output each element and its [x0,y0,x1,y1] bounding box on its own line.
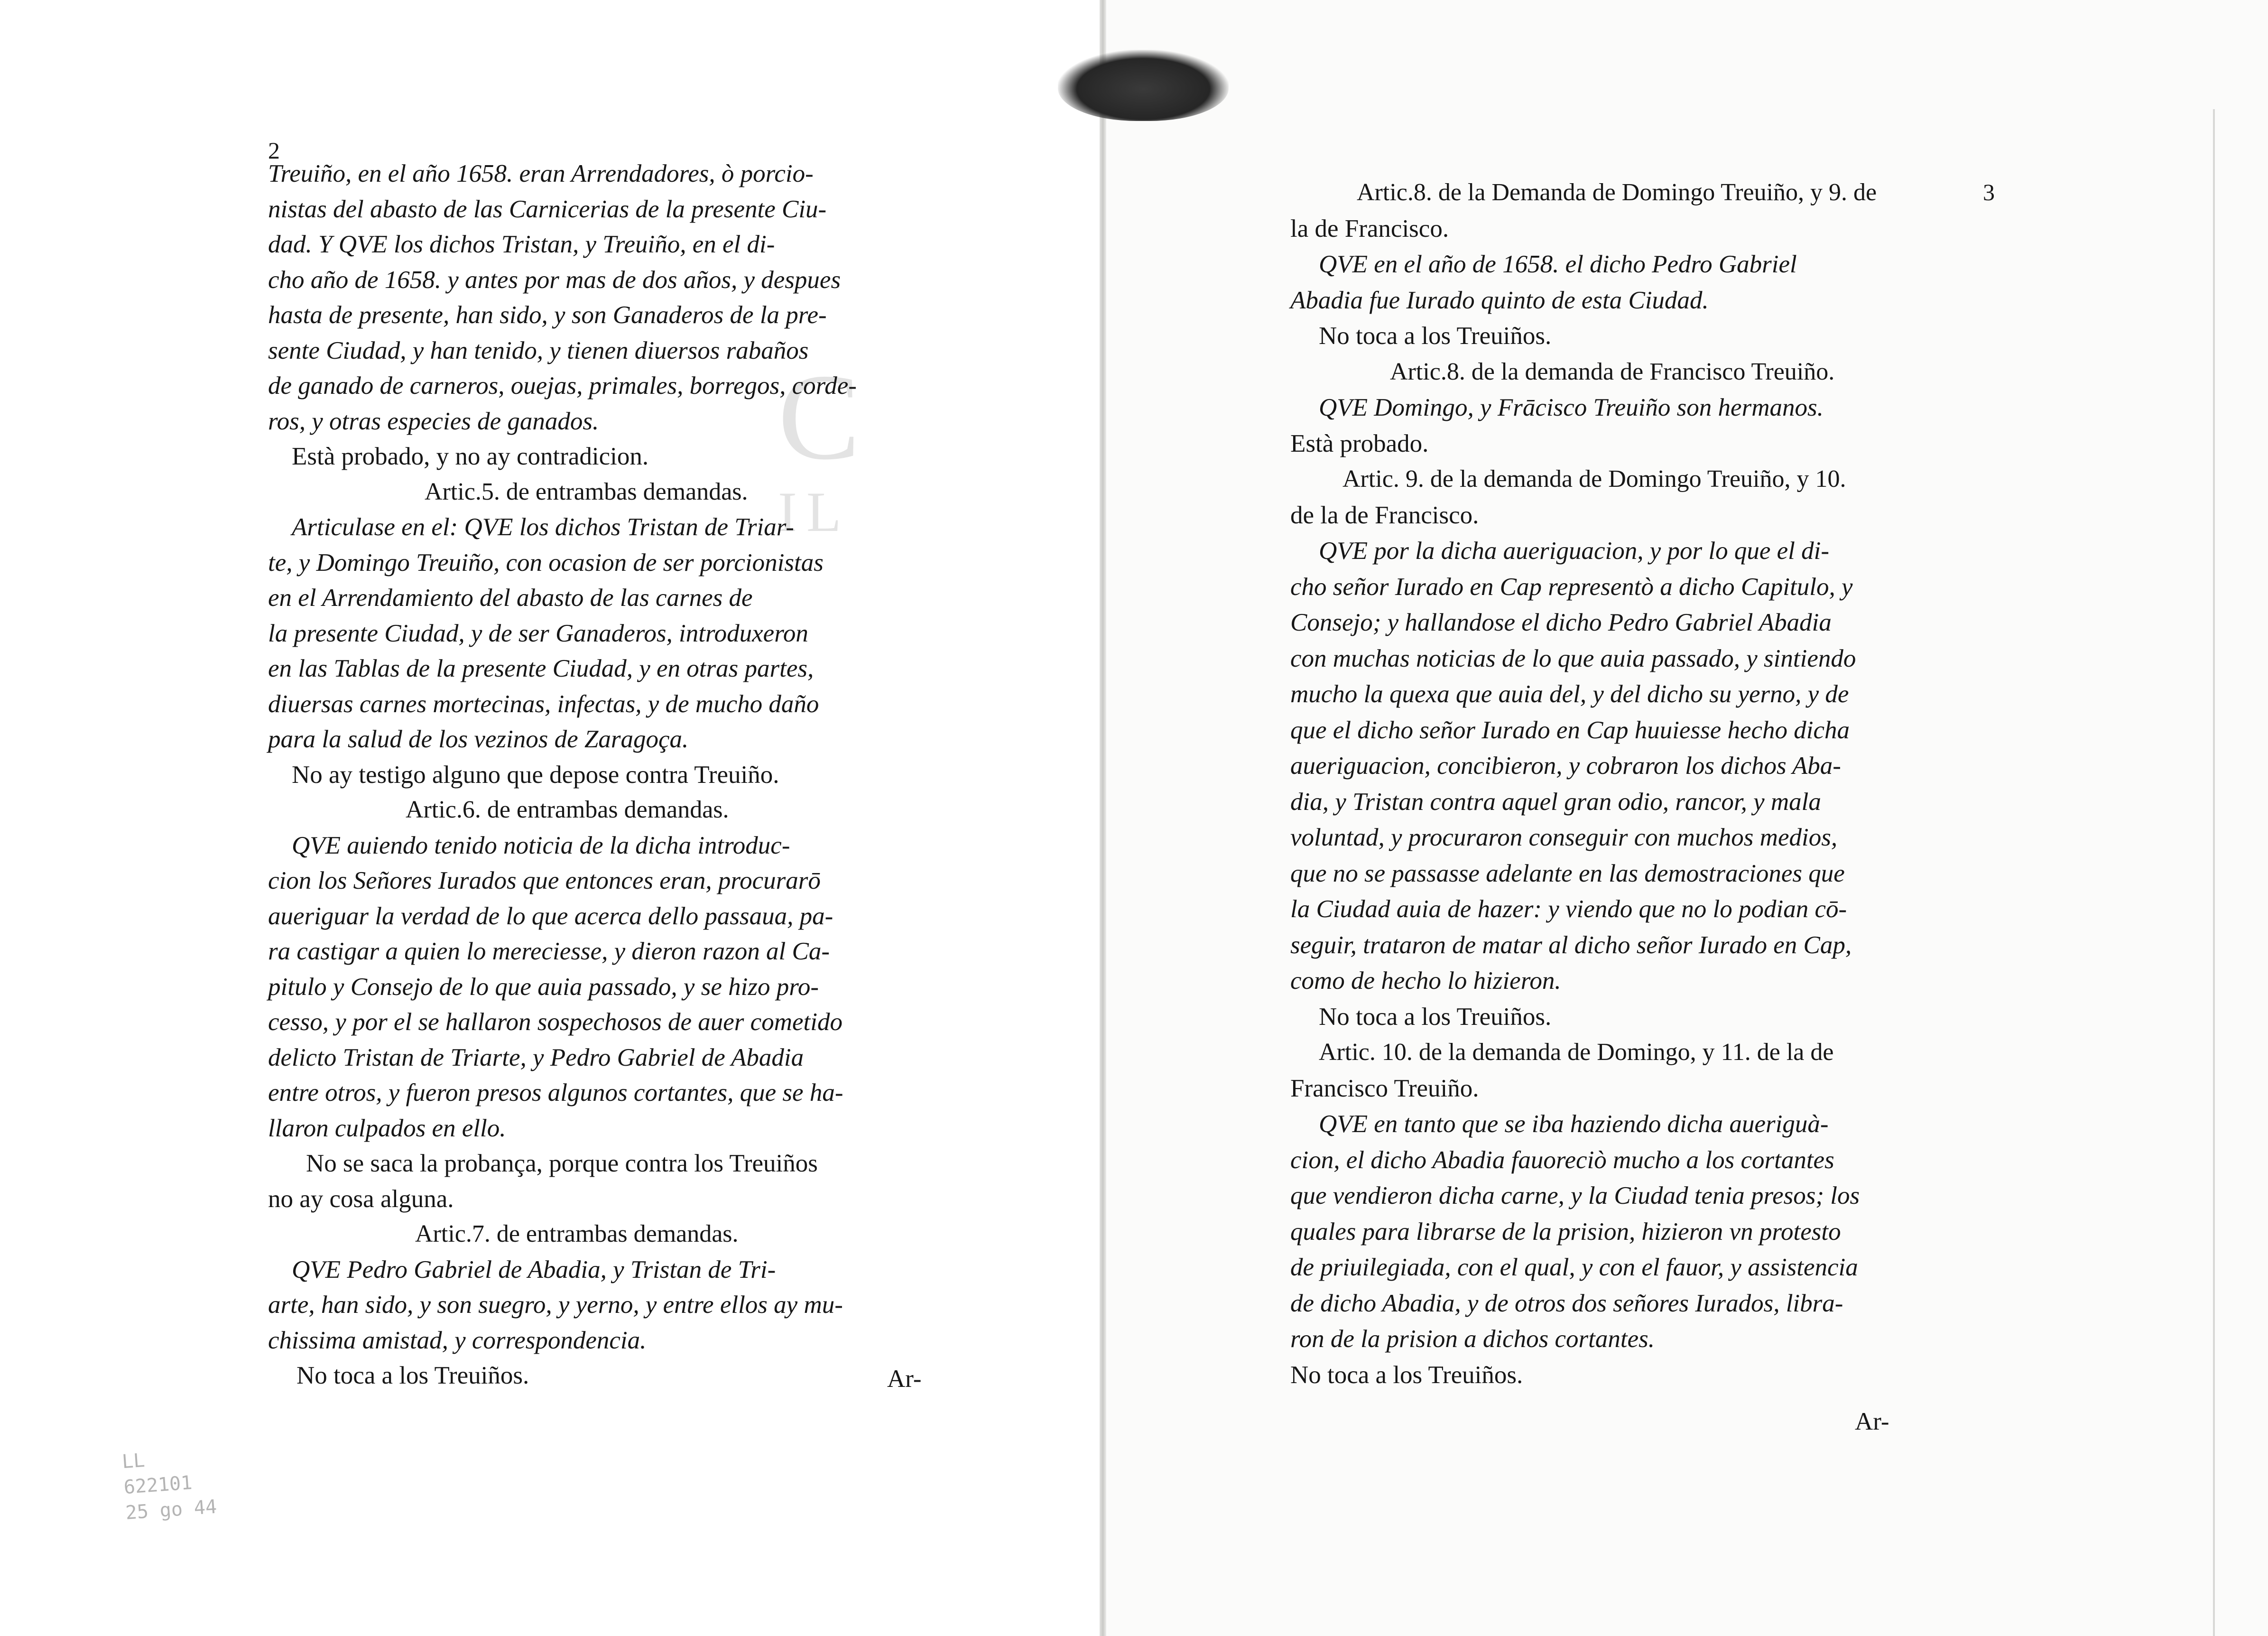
text-line: de priuilegiada, con el qual, y con el fauor, y assistencia [1290,1254,1858,1281]
text-line: arte, han sido, y son suegro, y yerno, y entre ellos ay mu- [268,1291,843,1319]
text-line: de la de Francisco. [1290,501,1479,529]
text-line: hasta de presente, han sido, y son Ganaderos de la pre- [268,301,827,329]
left-folio: 2 [268,137,280,164]
text-line: diuersas carnes mortecinas, infectas, y de mucho daño [268,690,819,718]
text-line: seguir, trataron de matar al dicho señor Iurado en Cap, [1290,931,1852,959]
text-line: QVE en el año de 1658. el dicho Pedro Gabriel [1319,251,1797,278]
stamp-line: 25 go 44 [125,1496,218,1524]
bleed-through-text: IL [778,480,851,543]
text-line: No toca a los Treuiños. [1319,322,1552,350]
text-line: la presente Ciudad, y de ser Ganaderos, introduxeron [268,619,808,647]
text-line: Consejo; y hallandose el dicho Pedro Gabriel Abadia [1290,609,1832,636]
text-line: la Ciudad auia de hazer: y viendo que no lo podian cō- [1290,895,1847,923]
text-line: QVE Pedro Gabriel de Abadia, y Tristan de Tri- [292,1255,776,1283]
text-line: quales para librarse de la prision, hizieron vn protesto [1290,1218,1841,1246]
text-line: cho señor Iurado en Cap representò a dicho Capitulo, y [1290,573,1853,601]
stamp-line: LL [121,1449,146,1473]
right-column-text [1290,180,1983,1395]
text-line: QVE auiendo tenido noticia de la dicha introduc- [292,831,790,859]
text-line: sente Ciudad, y han tenido, y tienen diuersos rabaños [268,336,809,364]
page-edge-shadow [2213,109,2215,1636]
text-line: Està probado. [1290,429,1429,457]
text-line: Treuiño, en el año 1658. eran Arrendadores, ò porcio- [268,160,814,187]
book-gutter [1100,0,1106,1636]
text-line: No se saca la probança, porque contra los Treuiños [306,1150,818,1177]
text-line: No ay testigo alguno que depose contra Treuiño. [292,761,779,789]
text-line: entre otros, y fueron presos algunos cortantes, que se ha- [268,1079,843,1106]
text-line: Abadia fue Iurado quinto de esta Ciudad. [1290,286,1709,314]
text-line: delicto Tristan de Triarte, y Pedro Gabriel de Abadia [268,1043,804,1071]
text-line: Francisco Treuiño. [1290,1074,1479,1102]
binding-tab [1058,50,1229,121]
text-line: que no se passasse adelante en las demostraciones que [1290,859,1845,887]
text-line: cion los Señores Iurados que entonces eran, procurarō [268,867,821,894]
bleed-through-text: C [778,349,870,485]
text-line: voluntad, y procuraron conseguir con muchos medios, [1290,824,1838,851]
article-heading: Artic. 9. de la demanda de Domingo Treuiño, y 10. [1342,465,1846,493]
right-folio: 3 [1983,179,1995,205]
left-column-text [268,161,951,1404]
text-line: cho año de 1658. y antes por mas de dos años, y despues [268,266,841,294]
text-line: No toca a los Treuiños. [1319,1003,1552,1031]
text-line: ron de la prision a dichos cortantes. [1290,1325,1655,1353]
left-catchword: Ar- [887,1365,922,1393]
text-line: No toca a los Treuiños. [1290,1361,1523,1389]
text-line: No toca a los Treuiños. [296,1362,529,1389]
article-heading: Artic.7. de entrambas demandas. [415,1220,739,1247]
text-line: como de hecho lo hizieron. [1290,967,1561,995]
article-heading: Artic.8. de la demanda de Francisco Treuiño. [1390,358,1835,385]
text-line: chissima amistad, y correspondencia. [268,1326,647,1354]
text-line: en el Arrendamiento del abasto de las carnes de [268,584,753,612]
text-line: aueriguacion, concibieron, y cobraron los dichos Aba- [1290,752,1841,780]
text-line: nistas del abasto de las Carnicerias de la presente Ciu- [268,195,827,223]
stamp-line: 622101 [123,1472,193,1499]
text-line: pitulo y Consejo de lo que auia passado, y se hizo pro- [268,973,819,1001]
text-line: no ay cosa alguna. [268,1185,454,1213]
text-line: Articulase en el: QVE los dichos Tristan de Triar- [292,513,794,541]
article-heading: Artic.6. de entrambas demandas. [406,796,729,823]
right-catchword: Ar- [1855,1408,1889,1435]
text-line: llaron culpados en ello. [268,1114,506,1142]
text-line: QVE en tanto que se iba haziendo dicha aueriguà- [1319,1110,1829,1138]
text-line: de dicho Abadia, y de otros dos señores Iurados, libra- [1290,1289,1843,1317]
text-line: dad. Y QVE los dichos Tristan, y Treuiño, en el di- [268,231,775,258]
text-line: con muchas noticias de lo que auia passado, y sintiendo [1290,644,1856,672]
text-line: aueriguar la verdad de lo que acerca dello passaua, pa- [268,902,833,930]
text-line: Està probado, y no ay contradicion. [292,443,649,470]
text-line: en las Tablas de la presente Ciudad, y en otras partes, [268,655,814,682]
text-line: cesso, y por el se hallaron sospechosos de auer cometido [268,1008,842,1036]
text-line: para la salud de los vezinos de Zaragoça. [268,725,689,753]
text-line: QVE Domingo, y Frācisco Treuiño son hermanos. [1319,394,1824,421]
text-line: mucho la quexa que auia del, y del dicho su yerno, y de [1290,680,1849,708]
article-heading: Artic.8. de la Demanda de Domingo Treuiño, y 9. de [1357,179,1877,206]
article-heading: Artic.5. de entrambas demandas. [425,478,748,505]
text-line: cion, el dicho Abadia fauoreciò mucho a los cortantes [1290,1146,1834,1174]
text-line: QVE por la dicha aueriguacion, y por lo que el di- [1319,537,1830,565]
text-line: que el dicho señor Iurado en Cap huuiesse hecho dicha [1290,716,1850,744]
text-line: dia, y Tristan contra aquel gran odio, rancor, y mala [1290,788,1821,816]
text-line: la de Francisco. [1290,214,1449,242]
text-line: de ganado de carneros, ouejas, primales, borregos, corde- [268,372,857,400]
article-heading: Artic. 10. de la demanda de Domingo, y 11. de la de [1319,1039,1834,1066]
text-line: ros, y otras especies de ganados. [268,407,599,435]
text-line: te, y Domingo Treuiño, con ocasion de ser porcionistas [268,548,824,576]
library-stamp [121,1441,250,1544]
text-line: ra castigar a quien lo mereciesse, y dieron razon al Ca- [268,938,830,965]
text-line: que vendieron dicha carne, y la Ciudad tenia presos; los [1290,1182,1860,1209]
